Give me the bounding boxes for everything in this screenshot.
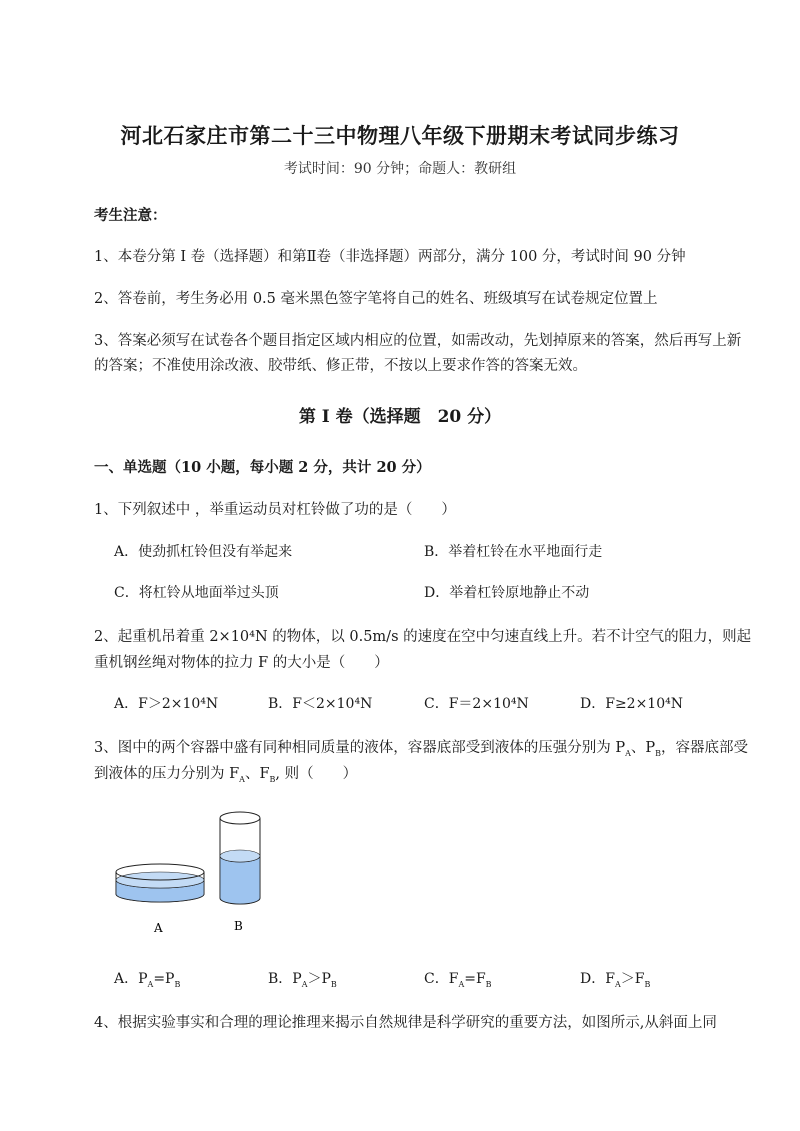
exam-info: 考试时间：90 分钟；命题人：教研组 — [283, 161, 517, 177]
notice-heading: 考生注意： — [94, 207, 167, 224]
q3-option-b[interactable]: B．$P_A>P_B$ — [268, 971, 337, 989]
notice-item-3: 3、答案必须写在试卷各个题目指定区域内相应的位置，如需改动，先划掉原来的答案，然后再写上新 — [94, 333, 742, 349]
question-3-stem-cont: 到液体的压力分别为 $F_A$、$F_B$, 则（ ） — [94, 766, 358, 784]
q1-option-d[interactable]: D．举着杠铃原地静止不动 — [424, 585, 590, 601]
q2-option-a[interactable]: A．F＞2×10⁴N — [114, 696, 219, 712]
question-2-stem-cont: 重机钢丝绳对物体的拉力 F 的大小是（ ） — [94, 655, 389, 671]
container-b — [220, 812, 260, 904]
q2-option-d[interactable]: D．F≥2×10⁴N — [580, 696, 683, 712]
question-3-stem: 3、图中的两个容器中盛有同种相同质量的液体，容器底部受到液体的压强分别为 $P_A$、$P_B$，容器底部受 — [94, 740, 749, 758]
question-2-stem: 2、起重机吊着重 2×10⁴N 的物体，以 0.5m/s 的速度在空中匀速直线上升。若不计空气的阻力，则起 — [94, 629, 752, 645]
q1-option-b[interactable]: B．举着杠铃在水平地面行走 — [424, 544, 603, 560]
part-heading: 一、单选题（10 小题，每小题 2 分，共计 20 分） — [94, 459, 431, 476]
q3-option-d[interactable]: D．$F_A>F_B$ — [580, 971, 651, 989]
q1-option-a[interactable]: A．使劲抓杠铃但没有举起来 — [114, 544, 293, 560]
q3-option-c[interactable]: C．$F_A=F_B$ — [424, 971, 492, 989]
figure-label-a: A — [154, 921, 163, 935]
question-4-stem: 4、根据实验事实和合理的理论推理来揭示自然规律是科学研究的重要方法，如图所示,从斜面上同 — [94, 1015, 717, 1031]
q2-option-c[interactable]: C．F＝2×10⁴N — [424, 696, 529, 712]
q1-option-c[interactable]: C．将杠铃从地面举过头顶 — [114, 585, 279, 601]
containers-diagram — [100, 808, 280, 938]
question-1-stem: 1、下列叙述中 ，举重运动员对杠铃做了功的是（ ） — [94, 502, 456, 518]
page-title: 河北石家庄市第二十三中物理八年级下册期末考试同步练习 — [120, 123, 680, 148]
container-a — [116, 864, 204, 902]
figure-label-b: B — [234, 919, 243, 933]
section-title: 第 I 卷（选择题 20 分） — [298, 407, 502, 427]
notice-item-3-cont: 的答案；不准使用涂改液、胶带纸、修正带，不按以上要求作答的答案无效。 — [94, 358, 587, 374]
q3-option-a[interactable]: A．$P_A=P_B$ — [114, 971, 181, 989]
notice-item-2: 2、答卷前，考生务必用 0.5 毫米黑色签字笔将自己的姓名、班级填写在试卷规定位置上 — [94, 291, 658, 307]
notice-item-1: 1、本卷分第 I 卷（选择题）和第Ⅱ卷（非选择题）两部分，满分 100 分，考试时间 90 分钟 — [94, 249, 686, 265]
containers-figure — [100, 808, 280, 938]
q2-option-b[interactable]: B．F＜2×10⁴N — [268, 696, 373, 712]
